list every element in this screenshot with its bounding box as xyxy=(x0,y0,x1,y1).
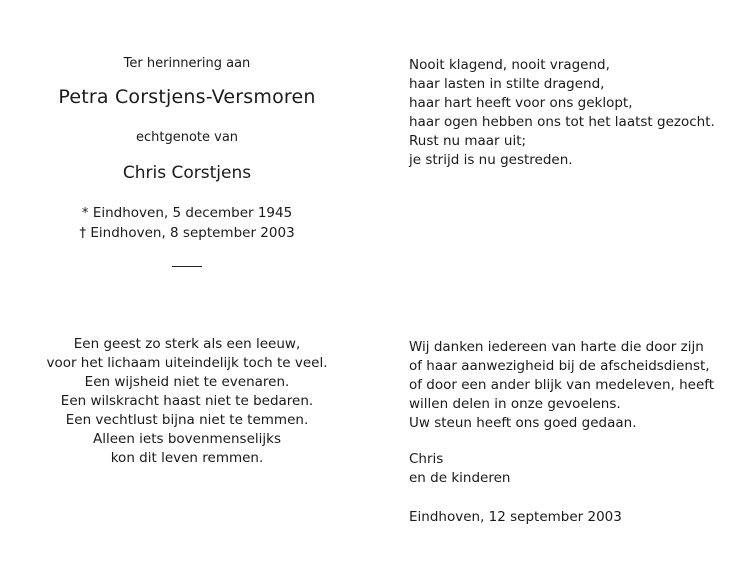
thanks-line: Wij danken iedereen van harte die door zijn xyxy=(409,339,704,355)
thanks-line: Uw steun heeft ons goed gedaan. xyxy=(409,415,637,431)
poem-line: haar hart heeft voor ons geklopt, xyxy=(409,95,633,111)
poem-line: Alleen iets bovenmenselijks xyxy=(92,431,281,447)
thanks-line: willen delen in onze gevoelens. xyxy=(409,396,621,412)
poem-line: je strijd is nu gestreden. xyxy=(409,152,573,168)
poem-line: Een wijsheid niet te evenaren. xyxy=(84,374,290,390)
poem-line: Een wilskracht haast niet te bedaren. xyxy=(60,393,314,409)
poem-line: Nooit klagend, nooit vragend, xyxy=(409,57,610,73)
poem-line: Rust nu maar uit; xyxy=(409,133,527,149)
relation-text: echtgenote van xyxy=(135,130,239,145)
thanks-line: of door een ander blijk van medeleven, heeft xyxy=(409,377,715,393)
divider-line xyxy=(172,266,202,267)
spouse-name: Chris Corstjens xyxy=(122,163,252,183)
poem-line: haar ogen hebben ons tot het laatst gezocht. xyxy=(409,114,715,130)
intro-text: Ter herinnering aan xyxy=(123,56,251,71)
death-line: † Eindhoven, 8 september 2003 xyxy=(79,225,295,241)
poem-line: voor het lichaam uiteindelijk toch te veel. xyxy=(46,355,328,371)
signature-name: Chris xyxy=(409,451,444,467)
signature-family: en de kinderen xyxy=(409,470,511,486)
deceased-name: Petra Corstjens-Versmoren xyxy=(58,86,316,108)
poem-line: kon dit leven remmen. xyxy=(110,450,264,466)
thanks-line: of haar aanwezigheid bij de afscheidsdienst, xyxy=(409,358,710,374)
place-date: Eindhoven, 12 september 2003 xyxy=(409,509,622,525)
poem-line: haar lasten in stilte dragend, xyxy=(409,76,605,92)
poem-line: Een geest zo sterk als een leeuw, xyxy=(73,336,301,352)
poem-line: Een vechtlust bijna niet te temmen. xyxy=(65,412,309,428)
birth-line: * Eindhoven, 5 december 1945 xyxy=(81,205,293,221)
